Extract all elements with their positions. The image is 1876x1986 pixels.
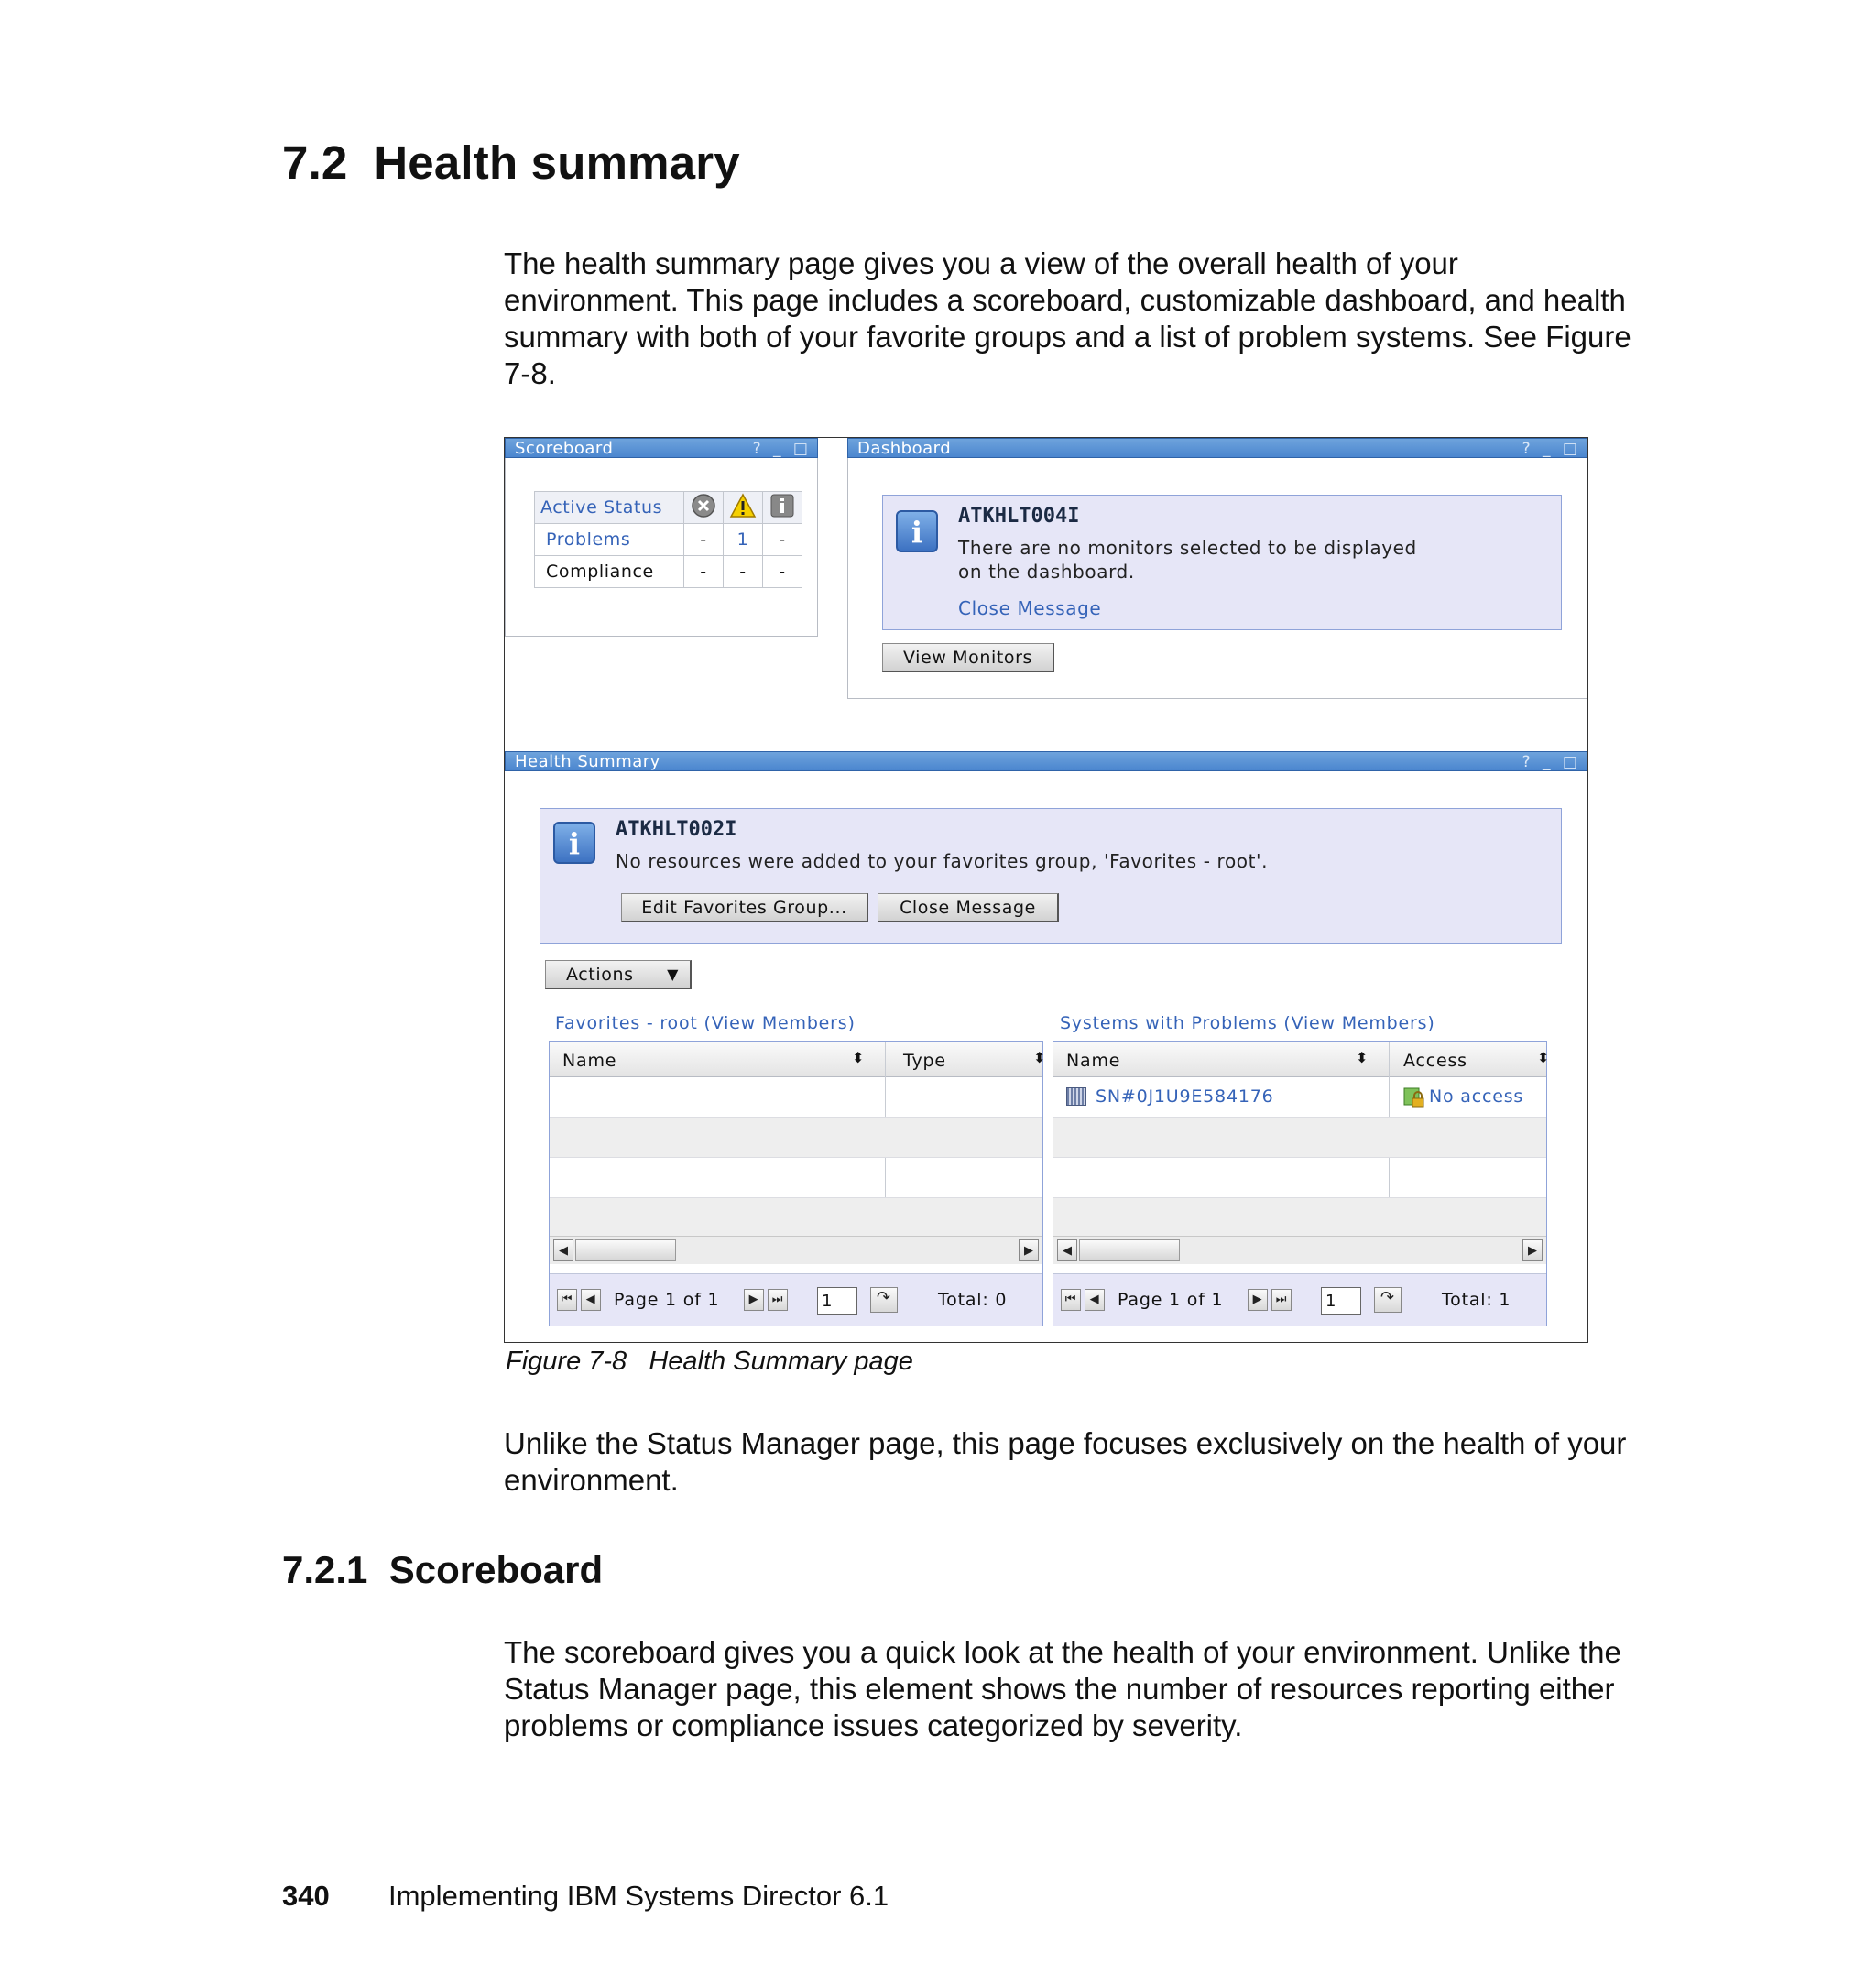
message-line-2: on the dashboard. — [958, 561, 1135, 583]
window-controls-icon[interactable]: ? _ □ — [752, 440, 812, 458]
close-message-button[interactable]: Close Message — [878, 893, 1059, 922]
sort-icon[interactable]: ⬍ — [1033, 1049, 1047, 1066]
problems-grid-header — [1053, 1042, 1551, 1077]
message-text: No resources were added to your favorites group, 'Favorites - root'. — [616, 850, 1269, 872]
figure-caption: Figure 7-8 Health Summary page — [506, 1347, 913, 1376]
warning-icon — [724, 492, 763, 524]
scroll-thumb[interactable] — [1079, 1239, 1180, 1261]
scoreboard-titlebar: Scoreboard ? _ □ — [505, 438, 818, 458]
problems-title[interactable]: Systems with Problems (View Members) — [1060, 1013, 1435, 1033]
sort-icon[interactable]: ⬍ — [1537, 1049, 1551, 1066]
page-number: 340 — [282, 1880, 330, 1912]
scroll-thumb[interactable] — [575, 1239, 676, 1261]
problems-grid — [1053, 1041, 1551, 1326]
compliance-info-count: - — [763, 556, 802, 588]
favorites-grid-header — [550, 1042, 1047, 1077]
message-line-1: There are no monitors selected to be displayed — [958, 537, 1417, 559]
scroll-left-icon[interactable]: ◀ — [553, 1239, 573, 1261]
subsection-heading: 7.2.1 Scoreboard — [282, 1548, 604, 1591]
system-name-link[interactable]: SN#0J1U9E584176 — [1096, 1086, 1274, 1107]
problems-info-count: - — [763, 524, 802, 556]
column-header-name[interactable]: Name — [562, 1051, 617, 1071]
health-summary-screenshot — [504, 437, 1588, 1343]
message-id: ATKHLT002I — [616, 818, 737, 841]
first-page-icon[interactable]: ⏮ — [557, 1289, 577, 1311]
problems-critical-count: - — [684, 524, 724, 556]
window-controls-icon[interactable]: ? _ □ — [1522, 753, 1581, 771]
intro-paragraph: The health summary page gives you a view of the overall health of your environment. This page includes a scoreboard, customizable dashboard, and health summary with both of your favorite groups and a list of problem systems. See Figure 7-8. — [504, 246, 1631, 390]
favorites-grid — [549, 1041, 1047, 1326]
column-header-type[interactable]: Type — [903, 1051, 946, 1071]
information-icon — [763, 492, 802, 524]
scoreboard-row-problems — [535, 524, 802, 556]
problems-warning-count[interactable]: 1 — [724, 524, 763, 556]
scoreboard-table — [534, 491, 802, 588]
next-page-icon[interactable]: ▶ — [1248, 1289, 1268, 1311]
active-status-header[interactable]: Active Status — [535, 492, 684, 524]
window-controls-icon[interactable]: ? _ □ — [1522, 440, 1581, 458]
scroll-right-icon[interactable]: ▶ — [1019, 1239, 1039, 1261]
scoreboard-row-compliance — [535, 556, 802, 588]
previous-page-icon[interactable]: ◀ — [581, 1289, 601, 1311]
total-count: Total: 1 — [1442, 1290, 1511, 1310]
table-row — [550, 1077, 1042, 1118]
info-icon: i — [896, 510, 938, 552]
scroll-left-icon[interactable]: ◀ — [1057, 1239, 1077, 1261]
sort-icon[interactable]: ⬍ — [852, 1049, 866, 1066]
page-number-input[interactable]: 1 — [817, 1287, 857, 1315]
message-id: ATKHLT004I — [958, 505, 1080, 528]
horizontal-scrollbar[interactable] — [1053, 1236, 1546, 1264]
previous-page-icon[interactable]: ◀ — [1085, 1289, 1105, 1311]
table-row — [1053, 1118, 1546, 1158]
compliance-label: Compliance — [535, 556, 684, 588]
scroll-right-icon[interactable]: ▶ — [1522, 1239, 1543, 1261]
column-header-access[interactable]: Access — [1403, 1051, 1467, 1071]
health-summary-titlebar: Health Summary ? _ □ — [505, 751, 1587, 771]
page-number-input[interactable]: 1 — [1321, 1287, 1361, 1315]
column-header-name[interactable]: Name — [1066, 1051, 1121, 1071]
last-page-icon[interactable]: ⏭ — [1271, 1289, 1292, 1311]
dashboard-message — [882, 495, 1562, 630]
compliance-warning-count: - — [724, 556, 763, 588]
problems-link[interactable]: Problems — [535, 524, 684, 556]
go-arrow-icon[interactable]: ↷ — [870, 1287, 898, 1313]
table-row — [1053, 1077, 1546, 1118]
actions-dropdown[interactable]: Actions ▼ — [545, 960, 692, 989]
info-icon: i — [553, 822, 595, 864]
access-link[interactable]: No access — [1429, 1086, 1524, 1107]
health-summary-message — [540, 808, 1562, 944]
chevron-down-icon: ▼ — [667, 966, 679, 983]
next-page-icon[interactable]: ▶ — [744, 1289, 764, 1311]
dashboard-titlebar: Dashboard ? _ □ — [847, 438, 1587, 458]
paragraph-2: Unlike the Status Manager page, this page focuses exclusively on the health of your environment. — [504, 1426, 1627, 1497]
first-page-icon[interactable]: ⏮ — [1061, 1289, 1081, 1311]
paragraph-3: The scoreboard gives you a quick look at the health of your environment. Unlike the Status Manager page, this element shows the number of resources reporting either problems or compliance issues categorized by severity. — [504, 1635, 1621, 1742]
problems-pager — [1053, 1273, 1546, 1326]
edit-favorites-group-button[interactable]: Edit Favorites Group... — [621, 893, 868, 922]
page-label: Page 1 of 1 — [614, 1290, 720, 1310]
horizontal-scrollbar[interactable] — [550, 1236, 1042, 1264]
close-message-link[interactable]: Close Message — [958, 597, 1102, 619]
total-count: Total: 0 — [938, 1290, 1008, 1310]
last-page-icon[interactable]: ⏭ — [768, 1289, 788, 1311]
book-title: Implementing IBM Systems Director 6.1 — [388, 1880, 889, 1912]
favorites-pager — [550, 1273, 1042, 1326]
view-monitors-button[interactable]: View Monitors — [882, 643, 1054, 672]
table-row — [550, 1158, 1042, 1198]
compliance-critical-count: - — [684, 556, 724, 588]
table-row — [1053, 1158, 1546, 1198]
table-row — [550, 1118, 1042, 1158]
favorites-title[interactable]: Favorites - root (View Members) — [555, 1013, 856, 1033]
lock-icon — [1403, 1086, 1423, 1107]
sort-icon[interactable]: ⬍ — [1356, 1049, 1369, 1066]
section-heading: 7.2 Health summary — [282, 136, 740, 189]
server-icon — [1066, 1087, 1086, 1106]
critical-icon — [684, 492, 724, 524]
page-label: Page 1 of 1 — [1118, 1290, 1224, 1310]
table-row — [550, 1198, 1042, 1239]
go-arrow-icon[interactable]: ↷ — [1374, 1287, 1402, 1313]
table-row — [1053, 1198, 1546, 1239]
